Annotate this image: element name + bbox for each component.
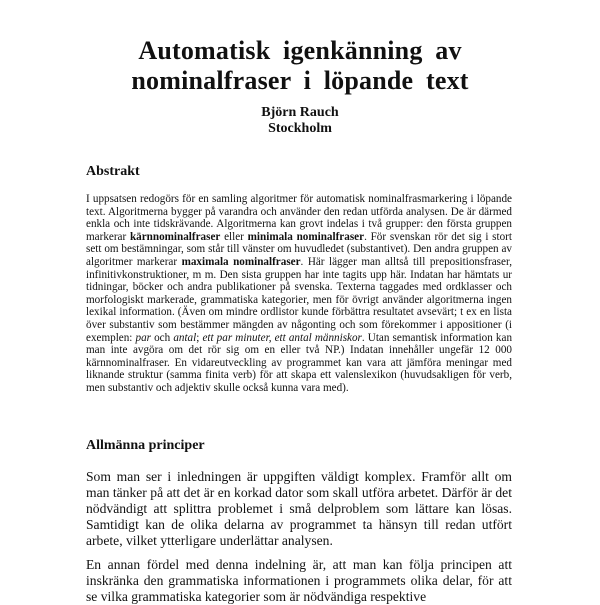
example-antal: antal bbox=[173, 331, 197, 344]
section-heading: Allmänna principer bbox=[86, 438, 205, 453]
title-line-1: Automatisk igenkänning av bbox=[138, 36, 462, 65]
abstract-text-3: . För svenskan rör det sig i stort sett om bestämningar, som står till vänster om huvudledet (substantivet). Den andra gruppen av algoritmer markerar bbox=[86, 230, 512, 268]
abstract-text-5: och bbox=[151, 331, 174, 344]
author-location: Stockholm bbox=[268, 121, 332, 136]
example-par: par bbox=[135, 331, 151, 344]
abstract-text bbox=[86, 193, 512, 395]
abstract-text-1: I uppsatsen redogörs för en samling algoritmer för automatisk nominalfrasmarkering i löpande text. Algoritmerna bygger på varandra och använder den redan utförda analysen. De är därmed enkla och inte tidskrävande. Algoritmerna kan grovt indelas i två grupper: den första gruppen markerar bbox=[86, 193, 512, 243]
abstract-text-7: . Utan semantisk information kan man inte avgöra om det rör sig om en eller två NP.) Indatan innehåller ungefär 12 000 kärnnominalfraser. En vidareutveckling av programmet kan vara att jämföra meningar med liknande struktur (samma finita verb) för att skapa ett valenslexikon (huvudsakligen för verb, men substantiv och adjektiv skulle också kunna vara med). bbox=[86, 331, 513, 394]
term-minimala-nominalfraser: minimala nominalfraser bbox=[247, 230, 365, 243]
paragraph-1: Som man ser i inledningen är uppgiften väldigt komplex. Framför allt om man tänker på att det är en korkad dator som skall utföra arbetet. Därför är det nödvändigt att splittra problemet i små delproblem som lättare kan lösas. Samtidigt kan de olika delarna av programmet ta hänsyn till redan utfört arbete, vilket ytterligare underlättar analysen. bbox=[86, 469, 512, 548]
abstract-text-2: eller bbox=[220, 230, 248, 243]
term-karnnominalfraser: kärnnominalfraser bbox=[129, 230, 221, 243]
abstract-heading: Abstrakt bbox=[86, 164, 140, 179]
term-maximala-nominalfraser: maximala nominalfraser bbox=[181, 255, 301, 268]
paragraph-2: En annan fördel med denna indelning är, att man kan följa principen att inskränka den grammatiska informationen i programmets olika delar, för att se vilka grammatiska kategorier som är nödvändiga respektive bbox=[86, 557, 512, 604]
paper-title bbox=[0, 36, 600, 96]
abstract-text-4: . Här lägger man alltså till prepositionsfraser, infinitivkonstruktioner, m m. Den sista gruppen har inte tagits upp här. Indatan har hämtats ur tidningar, böcker och andra publikationer på svenska. Texterna taggades med ordklasser och morfologiskt markerade, grammatiska kategorier, men för övrigt använder algoritmerna ingen lexikal information. (Även om mindre ordlistor kunde förbättra resultatet avsevärt; t ex en lista över substantiv som bestämmer mängden av någonting och som förekommer i appositioner (i exemplen: bbox=[86, 255, 512, 344]
author-name: Björn Rauch bbox=[261, 105, 339, 120]
example-phrases: ett par minuter, ett antal människor bbox=[202, 331, 362, 344]
author-block bbox=[0, 105, 600, 137]
title-line-2: nominalfraser i löpande text bbox=[131, 66, 469, 95]
abstract-text-6: ; bbox=[196, 331, 203, 344]
